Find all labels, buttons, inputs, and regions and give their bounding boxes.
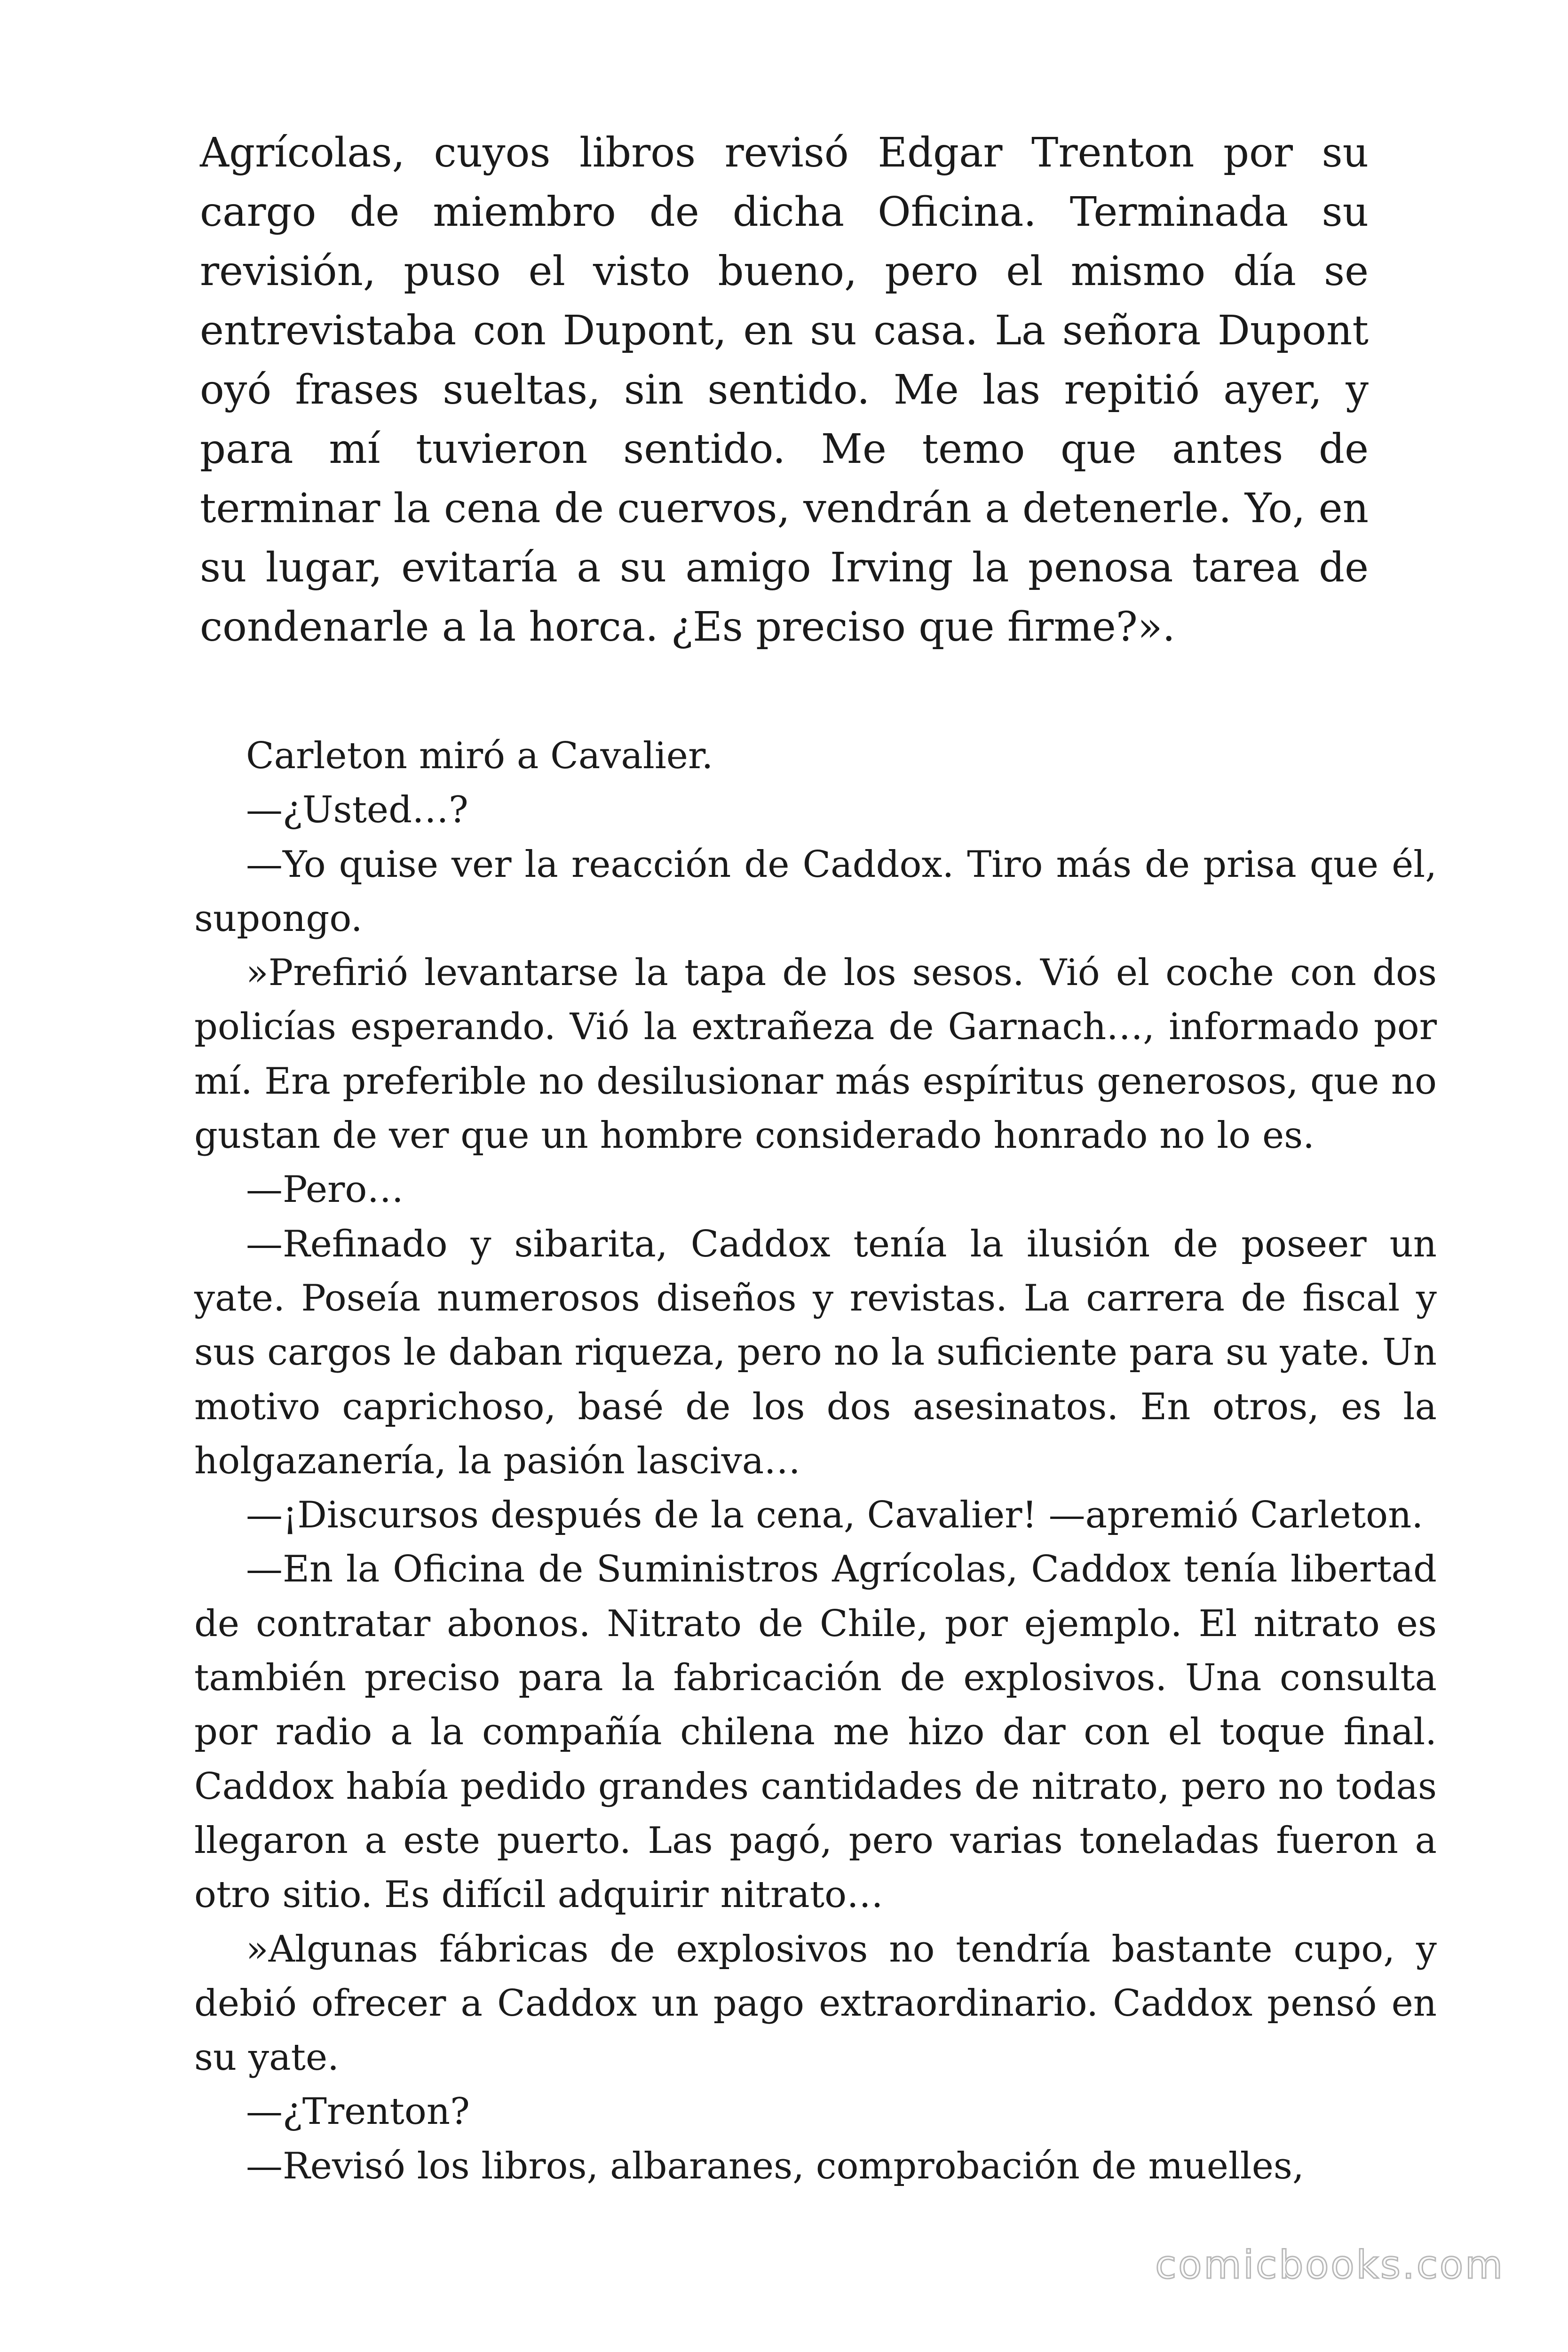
paragraph: —Revisó los libros, albaranes, comprobación de muelles, [246, 2145, 1304, 2187]
paragraph: —¿Trenton? [246, 2090, 470, 2133]
paragraph: —En la Oficina de Suministros Agrícolas, Caddox tenía libertad de contratar abonos. Nitrato de Chile, por ejemplo. El nitrato es también preciso para la fabricación de explosivos. Una consulta por radio a la compañía chilena me hizo dar con el toque final. Caddox había pedido grandes cantidades de nitrato, pero no todas llegaron a este puerto. Las pagó, pero varias toneladas fueron a otro sitio. Es difícil adquirir nitrato… [194, 1548, 1437, 1916]
paragraph: —Yo quise ver la reacción de Caddox. Tiro más de prisa que él, supongo. [194, 843, 1437, 940]
paragraph: —Refinado y sibarita, Caddox tenía la ilusión de poseer un yate. Poseía numerosos diseños y revistas. La carrera de fiscal y sus cargos le daban riqueza, pero no la suficiente para su yate. Un motivo caprichoso, basé de los dos asesinatos. En otros, es la holgazanería, la pasión lasciva… [194, 1223, 1437, 1482]
paragraph: Carleton miró a Cavalier. [246, 735, 713, 777]
paragraph: »Prefirió levantarse la tapa de los sesos. Vió el coche con dos policías esperando. Vió la extrañeza de Garnach…, informado por mí. Era preferible no desilusionar más espíritus generosos, que no gustan de ver que un hombre considerado honrado no lo es. [194, 952, 1437, 1157]
paragraph: —¿Usted…? [246, 789, 468, 832]
body-text [194, 729, 1437, 2193]
watermark: comicbooks.com [1155, 2243, 1505, 2288]
paragraph: —Pero… [246, 1168, 404, 1211]
paragraph: —¡Discursos después de la cena, Cavalier! —apremió Carleton. [246, 1494, 1424, 1537]
paragraph: »Algunas fábricas de explosivos no tendría bastante cupo, y debió ofrecer a Caddox un pago extraordinario. Caddox pensó en su yate. [194, 1928, 1437, 2079]
quoted-letter-text: Agrícolas, cuyos libros revisó Edgar Trenton por su cargo de miembro de dicha Oficina. Terminada su revisión, puso el visto bueno, pero el mismo día se entrevistaba con Dupont, en su casa. La señora Dupont oyó frases sueltas, sin sentido. Me las repitió ayer, y para mí tuvieron sentido. Me temo que antes de terminar la cena de cuervos, vendrán a detenerle. Yo, en su lugar, evitaría a su amigo Irving la penosa tarea de condenarle a la horca. ¿Es preciso que firme?». [200, 129, 1369, 651]
